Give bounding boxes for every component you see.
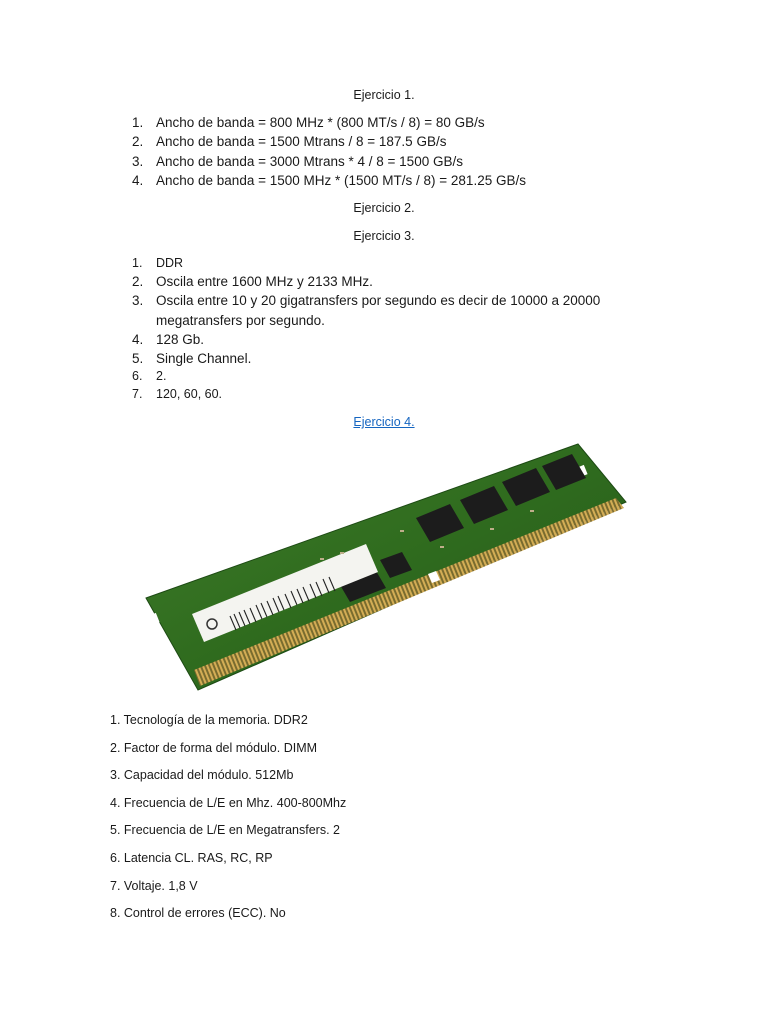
list-item: 2. Oscila entre 1600 MHz y 2133 MHz. bbox=[132, 274, 373, 289]
list-item: 3. Ancho de banda = 3000 Mtrans * 4 / 8 = 1500 GB/s bbox=[132, 153, 463, 169]
list-item: 3. Oscila entre 10 y 20 gigatransfers por segundo es decir de 10000 a 20000 megatransfers por segundo. bbox=[132, 293, 601, 328]
list-item: 5. Frecuencia de L/E en Megatransfers. 2 bbox=[110, 823, 340, 838]
ram-module-image bbox=[140, 438, 630, 700]
list-item: 6. Latencia CL. RAS, RC, RP bbox=[110, 850, 273, 865]
list-item: 5. Single Channel. bbox=[132, 351, 252, 367]
list-item: 4. Ancho de banda = 1500 MHz * (1500 MT/s / 8) = 281.25 GB/s bbox=[132, 172, 526, 188]
list-item: 8. Control de errores (ECC). No bbox=[110, 906, 286, 921]
list-item: 4. 128 Gb. bbox=[132, 331, 205, 347]
list-item: 3. Capacidad del módulo. 512Mb bbox=[110, 768, 294, 783]
ejercicio1-list bbox=[128, 113, 526, 190]
ejercicio4-list bbox=[110, 712, 346, 933]
list-item: 7. Voltaje. 1,8 V bbox=[110, 878, 198, 893]
list-item: 1. Ancho de banda = 800 MHz * (800 MT/s / 8) = 80 GB/s bbox=[132, 115, 485, 130]
ejercicio3-title: Ejercicio 3. bbox=[353, 229, 415, 243]
list-item: 4. Frecuencia de L/E en Mhz. 400-800Mhz bbox=[110, 795, 347, 810]
ejercicio3-list bbox=[128, 254, 628, 403]
list-item: 6. 2. bbox=[132, 369, 167, 384]
list-item: 7. 120, 60, 60. bbox=[132, 387, 223, 402]
ejercicio1-title: Ejercicio 1. bbox=[353, 88, 415, 102]
list-item: 2. Factor de forma del módulo. DIMM bbox=[110, 740, 318, 755]
list-item: 1. DDR bbox=[132, 256, 184, 270]
list-item: 1. Tecnología de la memoria. DDR2 bbox=[110, 713, 308, 727]
ejercicio2-title: Ejercicio 2. bbox=[353, 201, 415, 215]
ejercicio4-link[interactable]: Ejercicio 4. bbox=[353, 415, 415, 429]
list-item: 2. Ancho de banda = 1500 Mtrans / 8 = 187.5 GB/s bbox=[132, 134, 447, 150]
